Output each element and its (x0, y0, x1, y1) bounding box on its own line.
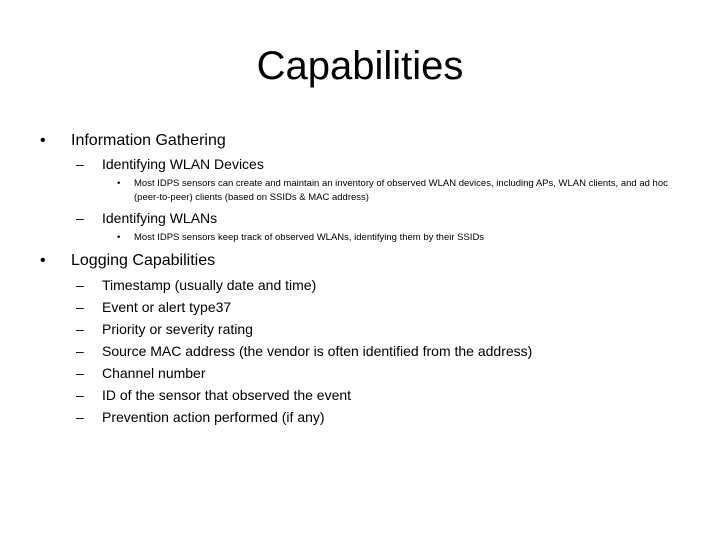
detail-wlans: Most IDPS sensors keep track of observed WLANs, identifying them by their SSIDs (134, 232, 485, 243)
logging-item: ID of the sensor that observed the event (102, 387, 352, 403)
dash-icon: – (76, 299, 84, 315)
sub-bullet-icon: • (117, 178, 121, 189)
dash-icon: – (76, 387, 84, 403)
bullet-icon: • (40, 252, 46, 269)
slide-title: Capabilities (256, 44, 464, 88)
dash-icon: – (76, 409, 84, 425)
dash-icon: – (76, 365, 84, 381)
dash-icon: – (76, 156, 84, 172)
section-heading-information-gathering: Information Gathering (71, 132, 226, 149)
bullet-icon: • (40, 132, 46, 149)
logging-item: Priority or severity rating (102, 321, 253, 337)
dash-icon: – (76, 210, 84, 226)
sub-bullet-icon: • (117, 232, 121, 243)
logging-item: Timestamp (usually date and time) (102, 277, 317, 293)
dash-icon: – (76, 277, 84, 293)
dash-icon: – (76, 321, 84, 337)
section-heading-logging-capabilities: Logging Capabilities (71, 252, 216, 269)
detail-wlan-devices: Most IDPS sensors can create and maintain an inventory of observed WLAN devices, including APs, WLAN clients, and ad hoc (peer-to-peer) clients (based on SSIDs & MAC address) (134, 178, 668, 203)
subsection-identifying-wlans: Identifying WLANs (102, 210, 218, 226)
logging-item: Source MAC address (the vendor is often identified from the address) (102, 343, 533, 359)
logging-item: Channel number (102, 365, 206, 381)
subsection-identifying-wlan-devices: Identifying WLAN Devices (102, 156, 264, 172)
dash-icon: – (76, 343, 84, 359)
logging-item: Prevention action performed (if any) (102, 409, 325, 425)
logging-item: Event or alert type37 (102, 299, 232, 315)
